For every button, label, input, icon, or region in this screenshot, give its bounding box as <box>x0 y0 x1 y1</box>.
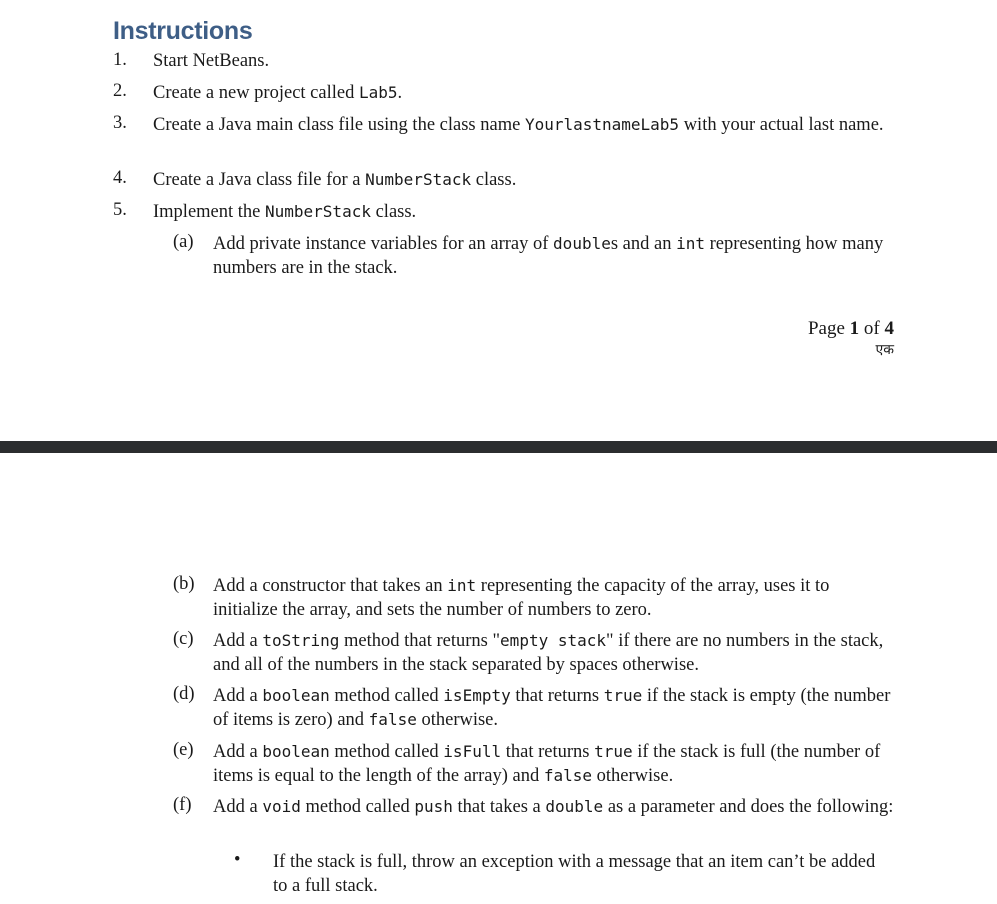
list-number: 4. <box>113 168 127 188</box>
code-text: void <box>262 797 301 816</box>
text-run: representing how many numbers are in the stack. <box>213 234 884 278</box>
code-text: push <box>414 797 453 816</box>
text-run: . <box>397 83 403 103</box>
code-text: double <box>553 234 611 253</box>
code-text: int <box>676 234 705 253</box>
sublist-item <box>213 795 898 819</box>
code-text: NumberStack <box>265 202 371 221</box>
text-run: that takes a <box>452 797 546 817</box>
code-text: true <box>603 686 643 705</box>
code-text: isFull <box>443 742 502 761</box>
code-text: boolean <box>262 742 330 761</box>
sublist-item <box>213 232 898 280</box>
sublist-letter: (b) <box>173 574 195 594</box>
page-number <box>808 318 894 340</box>
code-text: int <box>447 576 477 595</box>
text-run: Implement the <box>153 202 265 222</box>
text-run: class. <box>370 202 417 222</box>
text-run: Add private instance variables for an array of <box>213 234 554 254</box>
text-run: Add a <box>213 631 263 651</box>
text-run: otherwise. <box>592 766 674 786</box>
bullet-marker: • <box>234 850 241 870</box>
list-item <box>153 200 898 224</box>
text-run: method called <box>300 797 415 817</box>
text-run: Add a constructor that takes an <box>213 576 448 596</box>
sublist-item <box>213 684 898 732</box>
text-run: with your actual last name. <box>679 115 884 135</box>
sublist-item <box>213 629 898 677</box>
sublist-letter: (c) <box>173 629 194 649</box>
list-item <box>153 168 898 192</box>
text-run: otherwise. <box>416 710 499 730</box>
list-number: 1. <box>113 50 127 70</box>
code-text: isEmpty <box>443 686 511 705</box>
sublist-letter: (a) <box>173 232 194 252</box>
code-text: NumberStack <box>365 170 472 189</box>
code-text: boolean <box>262 686 330 705</box>
list-number: 5. <box>113 200 127 220</box>
text-run: representing the capacity of the array, uses it to initialize the array, and sets the number of numbers to zero. <box>213 576 830 620</box>
code-text: empty stack <box>500 631 607 650</box>
text-run: Create a Java main class file using the class name <box>153 115 525 135</box>
page-divider <box>0 441 997 453</box>
text-run: if the stack is full (the number of items is equal to the length of the array) and <box>213 742 881 786</box>
list-number: 2. <box>113 81 127 101</box>
page-total: 4 <box>884 318 894 339</box>
text-run: Add a <box>213 742 263 762</box>
text-run: Create a Java class file for a <box>153 170 366 190</box>
page-current: 1 <box>849 318 860 339</box>
text-run: Add a <box>213 797 263 817</box>
text-run: Add a <box>213 686 263 706</box>
code-text: YourlastnameLab5 <box>524 115 680 134</box>
page-number-hindi: एक <box>875 342 894 358</box>
text-run: if the stack is empty (the number of items is zero) and <box>213 686 891 730</box>
code-text: Lab5 <box>358 83 398 102</box>
text-run: as a parameter and does the following: <box>603 797 894 817</box>
sublist-item <box>213 740 898 788</box>
list-item <box>153 81 898 105</box>
list-number: 3. <box>113 113 127 133</box>
list-item <box>153 50 898 73</box>
text-run: class. <box>471 170 517 190</box>
code-text: toString <box>262 631 340 650</box>
text-run: that returns <box>510 686 604 706</box>
list-item <box>153 113 898 137</box>
code-text: false <box>368 710 417 729</box>
code-text: true <box>594 742 633 761</box>
text-run: method that returns " <box>339 631 501 651</box>
text-run: Start NetBeans. <box>153 51 270 71</box>
code-text: false <box>543 766 593 785</box>
text-run: s and an <box>610 234 677 254</box>
text-run: that returns <box>501 742 595 762</box>
text-run: Create a new project called <box>153 83 359 103</box>
text-run: method called <box>329 742 444 762</box>
text-run: " if there are no numbers in the stack, and all of the numbers in the stack separated by spaces otherwise. <box>213 631 884 675</box>
sublist-letter: (e) <box>173 740 194 760</box>
text-run: method called <box>329 686 444 706</box>
sublist-letter: (d) <box>173 684 195 704</box>
sublist-letter: (f) <box>173 795 192 815</box>
page-heading: Instructions <box>113 17 253 45</box>
bullet-item: If the stack is full, throw an exception with a message that an item can’t be added to a full stack. <box>273 852 876 896</box>
code-text: double <box>545 797 604 816</box>
page-of: of <box>863 318 880 339</box>
page-label: Page <box>807 318 845 339</box>
sublist-item <box>213 574 898 622</box>
